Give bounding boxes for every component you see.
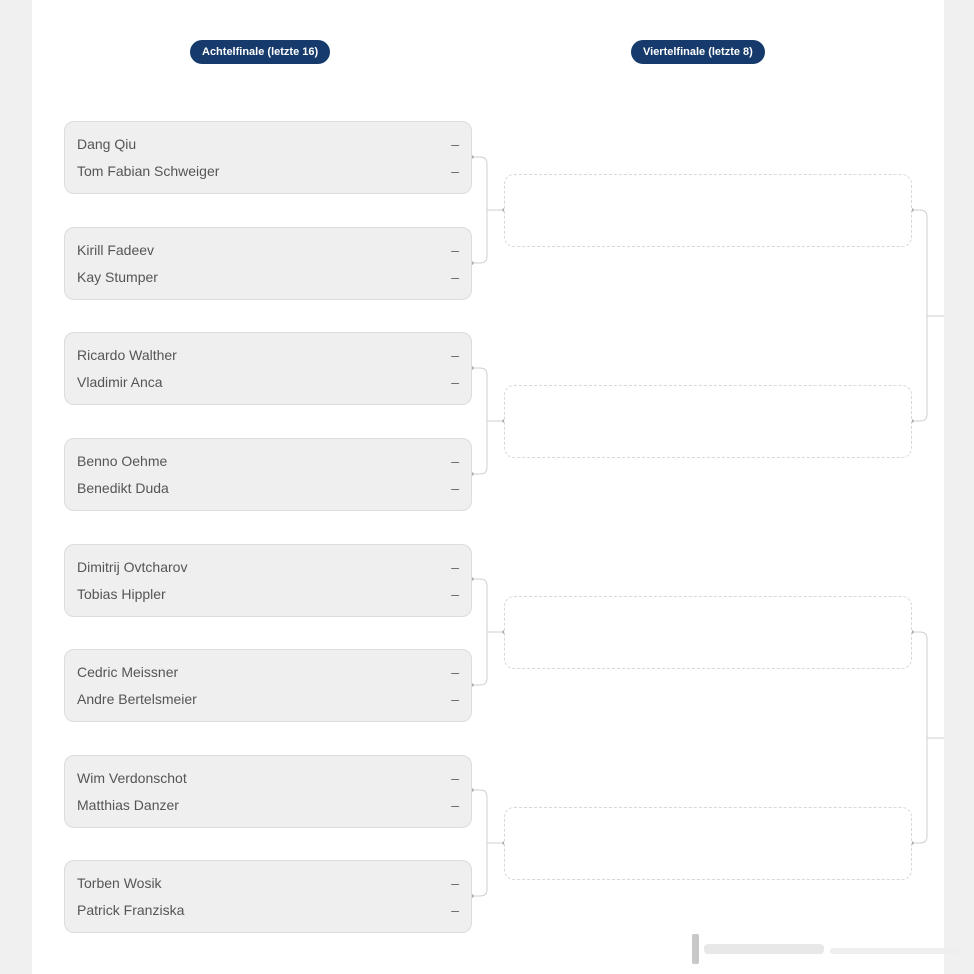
player-row <box>77 796 459 814</box>
match-card-r16-6[interactable] <box>64 649 472 722</box>
player-score: – <box>451 136 459 152</box>
round-label-r16: Achtelfinale (letzte 16) <box>190 40 330 64</box>
player-score: – <box>451 163 459 179</box>
player-score: – <box>451 374 459 390</box>
player-row <box>77 558 459 576</box>
match-card-r16-5[interactable] <box>64 544 472 617</box>
player-name: Ricardo Walther <box>77 347 177 363</box>
player-name: Benno Oehme <box>77 453 168 469</box>
match-card-r16-8[interactable] <box>64 860 472 933</box>
player-score: – <box>451 797 459 813</box>
player-row <box>77 769 459 787</box>
player-name: Wim Verdonschot <box>77 770 187 786</box>
player-name: Andre Bertelsmeier <box>77 691 197 707</box>
player-name: Kay Stumper <box>77 269 158 285</box>
player-row <box>77 479 459 497</box>
player-name: Dimitrij Ovtcharov <box>77 559 188 575</box>
player-name: Tom Fabian Schweiger <box>77 163 220 179</box>
player-score: – <box>451 480 459 496</box>
match-card-r16-1[interactable] <box>64 121 472 194</box>
player-score: – <box>451 269 459 285</box>
player-score: – <box>451 347 459 363</box>
player-score: – <box>451 691 459 707</box>
match-card-r16-4[interactable] <box>64 438 472 511</box>
player-name: Vladimir Anca <box>77 374 163 390</box>
round-label-qf: Viertelfinale (letzte 8) <box>631 40 765 64</box>
player-row <box>77 690 459 708</box>
player-row <box>77 585 459 603</box>
player-score: – <box>451 664 459 680</box>
match-card-r16-3[interactable] <box>64 332 472 405</box>
player-name: Matthias Danzer <box>77 797 179 813</box>
player-name: Torben Wosik <box>77 875 162 891</box>
player-row <box>77 241 459 259</box>
player-row <box>77 162 459 180</box>
player-row <box>77 135 459 153</box>
player-score: – <box>451 770 459 786</box>
player-score: – <box>451 586 459 602</box>
player-row <box>77 901 459 919</box>
player-row <box>77 346 459 364</box>
player-row <box>77 373 459 391</box>
player-score: – <box>451 453 459 469</box>
player-name: Patrick Franziska <box>77 902 185 918</box>
qf-slot-3[interactable] <box>504 596 912 669</box>
player-row <box>77 874 459 892</box>
player-name: Dang Qiu <box>77 136 137 152</box>
scroll-indicator <box>690 934 970 964</box>
player-score: – <box>451 875 459 891</box>
qf-slot-1[interactable] <box>504 174 912 247</box>
player-name: Kirill Fadeev <box>77 242 155 258</box>
player-name: Benedikt Duda <box>77 480 169 496</box>
match-card-r16-7[interactable] <box>64 755 472 828</box>
player-row <box>77 663 459 681</box>
player-row <box>77 268 459 286</box>
player-name: Tobias Hippler <box>77 586 166 602</box>
player-score: – <box>451 559 459 575</box>
player-name: Cedric Meissner <box>77 664 179 680</box>
qf-slot-2[interactable] <box>504 385 912 458</box>
qf-slot-4[interactable] <box>504 807 912 880</box>
player-score: – <box>451 242 459 258</box>
match-card-r16-2[interactable] <box>64 227 472 300</box>
player-row <box>77 452 459 470</box>
player-score: – <box>451 902 459 918</box>
